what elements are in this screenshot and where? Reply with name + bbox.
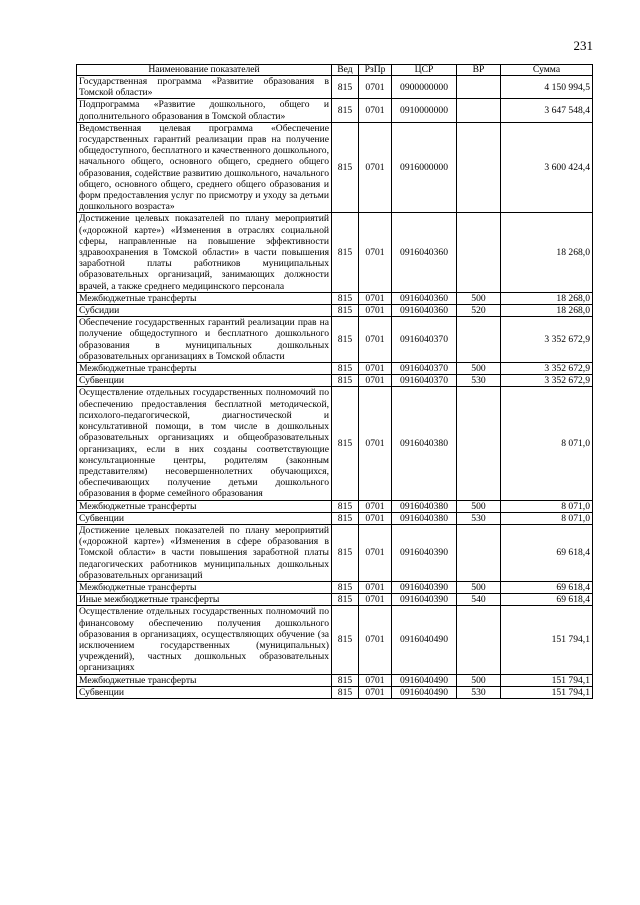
table-row bbox=[77, 76, 593, 99]
cell-vr: 530 bbox=[457, 512, 501, 524]
cell-rzpr: 0701 bbox=[359, 500, 392, 512]
cell-rzpr: 0701 bbox=[359, 292, 392, 304]
cell-vr bbox=[457, 606, 501, 674]
cell-name: Осуществление отдельных государственных полномочий по финансовому обеспечению получения дошкольного образования в организациях, осуществляющих обучение (за исключением государственных (муниципальных) учреждений), частных дошкольных образовательных организациях bbox=[77, 606, 332, 674]
cell-sum: 8 071,0 bbox=[501, 500, 593, 512]
cell-rzpr: 0701 bbox=[359, 686, 392, 698]
cell-rzpr: 0701 bbox=[359, 317, 392, 363]
cell-vr bbox=[457, 317, 501, 363]
table-row bbox=[77, 122, 593, 213]
cell-rzpr: 0701 bbox=[359, 606, 392, 674]
cell-csr: 0916040380 bbox=[392, 500, 457, 512]
cell-sum: 69 618,4 bbox=[501, 594, 593, 606]
cell-sum: 8 071,0 bbox=[501, 512, 593, 524]
cell-rzpr: 0701 bbox=[359, 305, 392, 317]
column-header-rzpr: РзПр bbox=[359, 65, 392, 76]
cell-csr: 0916000000 bbox=[392, 122, 457, 213]
column-header-vr: ВР bbox=[457, 65, 501, 76]
cell-vr: 500 bbox=[457, 500, 501, 512]
cell-ved: 815 bbox=[332, 122, 359, 213]
cell-csr: 0916040360 bbox=[392, 292, 457, 304]
cell-name: Подпрограмма «Развитие дошкольного, общего и дополнительного образования в Томской области» bbox=[77, 99, 332, 122]
cell-vr: 500 bbox=[457, 292, 501, 304]
cell-ved: 815 bbox=[332, 686, 359, 698]
cell-rzpr: 0701 bbox=[359, 594, 392, 606]
table-header-row bbox=[77, 65, 593, 76]
cell-ved: 815 bbox=[332, 99, 359, 122]
cell-sum: 4 150 994,5 bbox=[501, 76, 593, 99]
cell-name: Обеспечение государственных гарантий реализации прав на получение общедоступного и бесплатного дошкольного образования в муниципальных дошкольных образовательных организациях в Томской области bbox=[77, 317, 332, 363]
cell-ved: 815 bbox=[332, 524, 359, 581]
table-row bbox=[77, 581, 593, 593]
cell-rzpr: 0701 bbox=[359, 213, 392, 292]
cell-rzpr: 0701 bbox=[359, 99, 392, 122]
cell-ved: 815 bbox=[332, 305, 359, 317]
cell-ved: 815 bbox=[332, 76, 359, 99]
table-row bbox=[77, 363, 593, 375]
cell-sum: 151 794,1 bbox=[501, 606, 593, 674]
cell-csr: 0916040390 bbox=[392, 581, 457, 593]
cell-ved: 815 bbox=[332, 375, 359, 387]
cell-vr: 500 bbox=[457, 674, 501, 686]
cell-name: Субвенции bbox=[77, 686, 332, 698]
cell-rzpr: 0701 bbox=[359, 581, 392, 593]
cell-vr: 530 bbox=[457, 375, 501, 387]
cell-sum: 3 352 672,9 bbox=[501, 317, 593, 363]
table-row bbox=[77, 512, 593, 524]
cell-name: Достижение целевых показателей по плану мероприятий («дорожной карте») «Изменения в отраслях социальной сферы, направленные на повышение эффективности здравоохранения в Томской области» в части повышения заработной платы работников муниципальных образовательных организаций, занимающих должности врачей, а также среднего медицинского персонала bbox=[77, 213, 332, 292]
table-row bbox=[77, 213, 593, 292]
cell-csr: 0916040490 bbox=[392, 606, 457, 674]
cell-vr bbox=[457, 76, 501, 99]
cell-rzpr: 0701 bbox=[359, 524, 392, 581]
cell-csr: 0916040360 bbox=[392, 305, 457, 317]
cell-vr bbox=[457, 524, 501, 581]
cell-sum: 18 268,0 bbox=[501, 305, 593, 317]
cell-csr: 0916040490 bbox=[392, 674, 457, 686]
cell-vr: 530 bbox=[457, 686, 501, 698]
cell-name: Субсидии bbox=[77, 305, 332, 317]
column-header-name: Наименование показателей bbox=[77, 65, 332, 76]
table-row bbox=[77, 317, 593, 363]
cell-rzpr: 0701 bbox=[359, 375, 392, 387]
cell-rzpr: 0701 bbox=[359, 387, 392, 500]
cell-name: Межбюджетные трансферты bbox=[77, 581, 332, 593]
cell-vr bbox=[457, 99, 501, 122]
cell-name: Межбюджетные трансферты bbox=[77, 292, 332, 304]
cell-csr: 0916040490 bbox=[392, 686, 457, 698]
cell-name: Ведомственная целевая программа «Обеспечение государственных гарантий реализации прав на получение общедоступного, бесплатного и качественного дошкольного, начального общего, основного общего, среднего общего образования, содействие развитию дошкольного, начального общего, основного общего, среднего общего образования и форм предоставления услуг по присмотру и уходу за детьми дошкольного возраста» bbox=[77, 122, 332, 213]
cell-sum: 3 600 424,4 bbox=[501, 122, 593, 213]
cell-csr: 0916040380 bbox=[392, 387, 457, 500]
cell-sum: 151 794,1 bbox=[501, 686, 593, 698]
table-row bbox=[77, 375, 593, 387]
cell-csr: 0916040370 bbox=[392, 317, 457, 363]
table-body bbox=[77, 76, 593, 699]
cell-csr: 0916040380 bbox=[392, 512, 457, 524]
cell-sum: 18 268,0 bbox=[501, 292, 593, 304]
cell-name: Достижение целевых показателей по плану мероприятий («дорожной карте») «Изменения в сфере образования в Томской области» в части повышения заработной платы педагогических работников муниципальных дошкольных образовательных организаций bbox=[77, 524, 332, 581]
cell-csr: 0916040390 bbox=[392, 594, 457, 606]
column-header-ved: Вед bbox=[332, 65, 359, 76]
table-row bbox=[77, 594, 593, 606]
cell-sum: 69 618,4 bbox=[501, 524, 593, 581]
table-row bbox=[77, 606, 593, 674]
cell-sum: 151 794,1 bbox=[501, 674, 593, 686]
cell-ved: 815 bbox=[332, 387, 359, 500]
table-row bbox=[77, 524, 593, 581]
cell-rzpr: 0701 bbox=[359, 122, 392, 213]
cell-ved: 815 bbox=[332, 213, 359, 292]
column-header-sum: Сумма bbox=[501, 65, 593, 76]
table-row bbox=[77, 99, 593, 122]
cell-csr: 0916040360 bbox=[392, 213, 457, 292]
cell-vr: 540 bbox=[457, 594, 501, 606]
cell-ved: 815 bbox=[332, 500, 359, 512]
cell-name: Государственная программа «Развитие образования в Томской области» bbox=[77, 76, 332, 99]
budget-table bbox=[76, 64, 593, 699]
cell-name: Межбюджетные трансферты bbox=[77, 674, 332, 686]
cell-ved: 815 bbox=[332, 363, 359, 375]
table-row bbox=[77, 305, 593, 317]
cell-csr: 0916040370 bbox=[392, 363, 457, 375]
table-row bbox=[77, 387, 593, 500]
cell-ved: 815 bbox=[332, 292, 359, 304]
cell-csr: 0916040370 bbox=[392, 375, 457, 387]
cell-rzpr: 0701 bbox=[359, 512, 392, 524]
cell-vr: 520 bbox=[457, 305, 501, 317]
cell-name: Иные межбюджетные трансферты bbox=[77, 594, 332, 606]
cell-ved: 815 bbox=[332, 606, 359, 674]
cell-sum: 18 268,0 bbox=[501, 213, 593, 292]
cell-vr bbox=[457, 213, 501, 292]
cell-name: Межбюджетные трансферты bbox=[77, 500, 332, 512]
cell-csr: 0916040390 bbox=[392, 524, 457, 581]
cell-sum: 3 647 548,4 bbox=[501, 99, 593, 122]
cell-name: Субвенции bbox=[77, 512, 332, 524]
table-row bbox=[77, 292, 593, 304]
page-number: 231 bbox=[573, 38, 593, 53]
cell-sum: 8 071,0 bbox=[501, 387, 593, 500]
cell-name: Межбюджетные трансферты bbox=[77, 363, 332, 375]
cell-vr bbox=[457, 122, 501, 213]
cell-vr bbox=[457, 387, 501, 500]
cell-name: Осуществление отдельных государственных полномочий по обеспечению предоставления бесплатной методической, психолого-педагогической, диагностической и консультативной помощи, в том числе в дошкольных образовательных организациях и общеобразовательных организациях, если в них созданы соответствующие консультационные центры, родителям (законным представителям) несовершеннолетних обучающихся, обеспечивающих получение детьми дошкольного образования в форме семейного образования bbox=[77, 387, 332, 500]
cell-ved: 815 bbox=[332, 512, 359, 524]
cell-ved: 815 bbox=[332, 674, 359, 686]
table-row bbox=[77, 500, 593, 512]
table-row bbox=[77, 674, 593, 686]
cell-sum: 3 352 672,9 bbox=[501, 363, 593, 375]
cell-ved: 815 bbox=[332, 581, 359, 593]
cell-rzpr: 0701 bbox=[359, 674, 392, 686]
cell-sum: 3 352 672,9 bbox=[501, 375, 593, 387]
cell-vr: 500 bbox=[457, 363, 501, 375]
cell-vr: 500 bbox=[457, 581, 501, 593]
cell-sum: 69 618,4 bbox=[501, 581, 593, 593]
cell-ved: 815 bbox=[332, 317, 359, 363]
cell-csr: 0900000000 bbox=[392, 76, 457, 99]
cell-name: Субвенции bbox=[77, 375, 332, 387]
cell-rzpr: 0701 bbox=[359, 363, 392, 375]
cell-csr: 0910000000 bbox=[392, 99, 457, 122]
column-header-csr: ЦСР bbox=[392, 65, 457, 76]
cell-ved: 815 bbox=[332, 594, 359, 606]
table-row bbox=[77, 686, 593, 698]
cell-rzpr: 0701 bbox=[359, 76, 392, 99]
